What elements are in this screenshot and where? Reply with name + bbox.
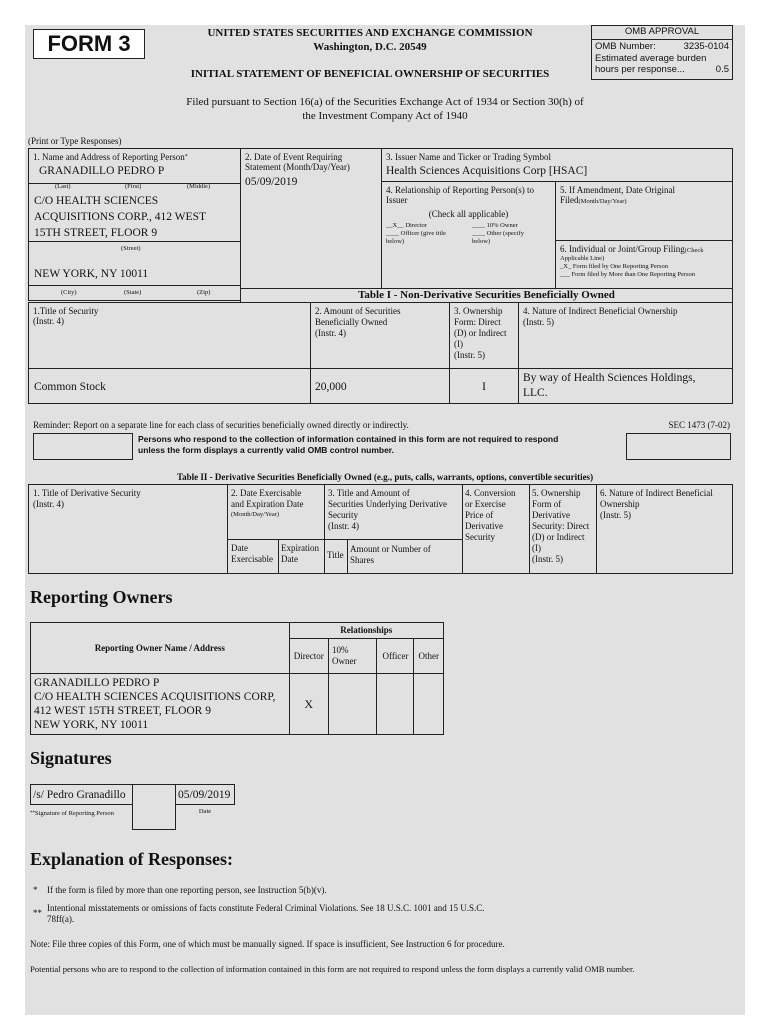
signature-date-box bbox=[175, 784, 235, 805]
t1-col3-line1: 3. Ownership bbox=[454, 306, 503, 316]
t2-col2-line3: (Month/Day/Year) bbox=[231, 511, 280, 518]
reminder-left-box bbox=[33, 433, 133, 460]
box1-street-line1: C/O HEALTH SCIENCES bbox=[34, 195, 159, 207]
t2-col4-line1: 4. Conversion bbox=[465, 488, 516, 498]
t2-sub-exercisable: Exercisable bbox=[231, 554, 273, 564]
note1-marker: * bbox=[33, 885, 38, 895]
signature-marker: ** bbox=[30, 811, 35, 816]
box2-value: 05/09/2019 bbox=[245, 176, 298, 188]
note2-marker: ** bbox=[33, 908, 42, 918]
ro-row-name bbox=[31, 674, 290, 735]
t2-col4-line5: Security bbox=[465, 532, 495, 542]
omb-number-label: OMB Number: bbox=[595, 41, 656, 52]
t1-col1-line1: 1.Title of Security bbox=[33, 306, 99, 316]
note2-line2: 78ff(a). bbox=[47, 914, 75, 924]
t2-col3-line4: (Instr. 4) bbox=[328, 521, 359, 531]
box1-city: (City) bbox=[61, 289, 77, 296]
t2-col5-line7: (Instr. 5) bbox=[532, 554, 563, 564]
ro-col-other: Other bbox=[414, 639, 444, 674]
ro-ten-pct-line2: Owner bbox=[331, 656, 357, 666]
note1-text: If the form is filed by more than one reporting person, see Instruction 5(b)(v). bbox=[47, 885, 327, 895]
table1-col4-header bbox=[518, 302, 733, 369]
t2-col2-line2: and Expiration Date bbox=[231, 499, 304, 509]
table2-col3 bbox=[324, 484, 463, 574]
t2-col1-line2: (Instr. 4) bbox=[33, 499, 64, 509]
table2-title: Table II - Derivative Securities Beneficially Owned (e.g., puts, calls, warrants, options, convertible securities) bbox=[176, 472, 594, 482]
ro-row-officer bbox=[377, 674, 414, 735]
t1-col2-line3: (Instr. 4) bbox=[315, 328, 346, 338]
ro-row-other bbox=[414, 674, 444, 735]
t2-col5-line1: 5. Ownership bbox=[532, 488, 581, 498]
table2-col6 bbox=[596, 484, 733, 574]
t2-col6-line1: 6. Nature of Indirect Beneficial bbox=[600, 488, 713, 498]
explanation-heading: Explanation of Responses: bbox=[30, 849, 234, 869]
t1-col2-line1: 2. Amount of Securities bbox=[315, 306, 401, 316]
t2-col1-line1: 1. Title of Derivative Security bbox=[33, 488, 141, 498]
table2-col1 bbox=[28, 484, 228, 574]
form-page bbox=[25, 25, 745, 1015]
t2-col5-line3: Derivative bbox=[532, 510, 570, 520]
box1-label: 1. Name and Address of Reporting Person bbox=[33, 152, 185, 162]
t2-col6-line2: Ownership bbox=[600, 499, 640, 509]
t2-col5-line4: Security: Direct bbox=[532, 521, 590, 531]
t2-col3-line2: Securities Underlying Derivative bbox=[328, 499, 447, 509]
t2-sub-title: Title bbox=[327, 550, 344, 560]
box3-issuer bbox=[381, 148, 733, 182]
box4-label-line1: 4. Relationship of Reporting Person(s) to bbox=[386, 185, 534, 195]
box4-other: ____ Other (specify bbox=[472, 230, 524, 237]
table1-col3-header bbox=[449, 302, 519, 369]
ro-row-director: X bbox=[289, 674, 328, 735]
box4-label-line2: Issuer bbox=[386, 195, 408, 205]
t2-sub-date2: Date bbox=[281, 554, 298, 564]
ro-row-ten-pct bbox=[328, 674, 376, 735]
box6-check: (Check bbox=[684, 247, 704, 254]
sec-number: SEC 1473 (7-02) bbox=[668, 420, 730, 430]
box3-label: 3. Issuer Name and Ticker or Trading Symbol bbox=[386, 152, 551, 162]
signature-date-label: Date bbox=[198, 808, 212, 815]
t2-col3-line3: Security bbox=[328, 510, 358, 520]
signature-name-box bbox=[30, 784, 133, 805]
t2-col4-line3: Price of bbox=[465, 510, 494, 520]
signatures-heading: Signatures bbox=[30, 748, 112, 768]
box6-opt1: _X_ Form filed by One Reporting Person bbox=[560, 263, 668, 270]
box5-label-line1: 5. If Amendment, Date Original bbox=[560, 185, 675, 195]
form-label: FORM 3 bbox=[33, 29, 145, 59]
box4-check-note: (Check all applicable) bbox=[428, 209, 509, 219]
t2-sub-amount-line1: Amount or Number of bbox=[350, 544, 431, 554]
form-title: INITIAL STATEMENT OF BENEFICIAL OWNERSHIP OF SECURITIES bbox=[190, 68, 550, 80]
t1-col1-line2: (Instr. 4) bbox=[33, 316, 64, 326]
t2-col5-line6: (I) bbox=[532, 543, 541, 553]
filed-pursuant-line1: Filed pursuant to Section 16(a) of the Securities Exchange Act of 1934 or Section 30(h) of bbox=[186, 96, 584, 108]
box1-name: GRANADILLO PEDRO P bbox=[39, 165, 165, 177]
box6-filing bbox=[555, 240, 733, 289]
reporting-owners-heading: Reporting Owners bbox=[30, 587, 173, 607]
t2-col3-line1: 3. Title and Amount of bbox=[328, 488, 410, 498]
agency-name: UNITED STATES SECURITIES AND EXCHANGE COMMISSION bbox=[207, 27, 533, 39]
ro-row-line2: C/O HEALTH SCIENCES ACQUISITIONS CORP, bbox=[34, 691, 276, 703]
box1-reporting-person: 1. Name and Address of Reporting Person* GRANADILLO PEDRO P (Last) (First) (Middle) C/O HEALTH SCIENCES ACQUISITIONS CORP., 412 WEST 15TH STREET, FLOOR 9 (Street) NEW YORK, NY 10011 (City) (State) (Zip) bbox=[28, 148, 241, 301]
box5-label-line2: Filed bbox=[560, 195, 579, 205]
ro-col-ten-pct bbox=[328, 639, 376, 674]
box1-street-line3: 15TH STREET, FLOOR 9 bbox=[34, 227, 158, 239]
box1-street-line2: ACQUISITIONS CORP., 412 WEST bbox=[34, 211, 206, 223]
t1-row-form: I bbox=[482, 381, 486, 393]
t2-col2-line1: 2. Date Exercisable bbox=[231, 488, 302, 498]
note4-text: Potential persons who are to respond to the collection of information contained in this form are not required to respond unless the form displays a currently valid OMB number. bbox=[30, 964, 635, 974]
t1-row-nature-line2: LLC. bbox=[523, 387, 548, 399]
box1-middle: (Middle) bbox=[187, 183, 211, 190]
table2-col2 bbox=[227, 484, 325, 574]
box3-value: Health Sciences Acquisitions Corp [HSAC] bbox=[386, 165, 588, 177]
t2-sub-date: Date bbox=[231, 543, 248, 553]
box4-officer-below: below) bbox=[386, 238, 405, 245]
reporting-owners-table bbox=[30, 622, 444, 735]
box5-label-small: (Month/Day/Year) bbox=[578, 198, 627, 205]
table1-row-form bbox=[449, 368, 519, 404]
signature-name: /s/ Pedro Granadillo bbox=[33, 789, 126, 801]
t1-row-amount: 20,000 bbox=[315, 381, 347, 393]
ro-col-officer: Officer bbox=[377, 639, 414, 674]
table2-col5 bbox=[529, 484, 597, 574]
t2-col4-line4: Derivative bbox=[465, 521, 503, 531]
ro-row-line3: 412 WEST 15TH STREET, FLOOR 9 bbox=[34, 705, 211, 717]
table1-row-security bbox=[28, 368, 311, 404]
filed-pursuant-line2: the Investment Company Act of 1940 bbox=[302, 110, 468, 122]
omb-number-value: 3235-0104 bbox=[683, 41, 729, 52]
t1-col4-line1: 4. Nature of Indirect Beneficial Ownership bbox=[523, 306, 678, 316]
note3-text: Note: File three copies of this Form, one of which must be manually signed. If space is insufficient, See Instruction 6 for procedure. bbox=[30, 939, 505, 949]
box1-first: (First) bbox=[125, 183, 142, 190]
signature-label: Signature of Reporting Person bbox=[35, 810, 114, 817]
box1-street-label: (Street) bbox=[121, 245, 141, 252]
box2-label-line1: 2. Date of Event Requiring bbox=[245, 152, 343, 162]
table1-row-nature bbox=[518, 368, 733, 404]
agency-location: Washington, D.C. 20549 bbox=[313, 41, 427, 53]
t2-sub-expiration: Expiration bbox=[281, 543, 319, 553]
table2-col4 bbox=[462, 484, 530, 574]
box2-label-line2: Statement (Month/Day/Year) bbox=[245, 162, 350, 172]
signature-spacer-box bbox=[132, 784, 176, 830]
table1-col2-header bbox=[310, 302, 450, 369]
box4-other-below: below) bbox=[472, 238, 491, 245]
t2-col5-line5: (D) or Indirect bbox=[532, 532, 585, 542]
box6-applicable: Applicable Line) bbox=[560, 255, 605, 262]
t1-col3-line5: (Instr. 5) bbox=[454, 350, 485, 360]
reminder-right-box bbox=[626, 433, 731, 460]
omb-hours-label: hours per response... bbox=[595, 64, 685, 75]
ro-relationships: Relationships bbox=[289, 623, 443, 639]
signature-date: 05/09/2019 bbox=[178, 789, 231, 801]
table1-row-amount bbox=[310, 368, 450, 404]
t2-col4-line2: or Exercise bbox=[465, 499, 506, 509]
box4-officer: ____ Officer (give title bbox=[386, 230, 446, 237]
t1-col3-line2: Form: Direct bbox=[454, 317, 501, 327]
t2-col5-line2: Form of bbox=[532, 499, 562, 509]
t1-row-nature-line1: By way of Health Sciences Holdings, bbox=[523, 372, 696, 384]
ro-col-director: Director bbox=[289, 639, 328, 674]
box1-city-state-zip: NEW YORK, NY 10011 bbox=[34, 268, 149, 280]
box1-zip: (Zip) bbox=[197, 289, 211, 296]
box6-label: 6. Individual or Joint/Group Filing bbox=[560, 244, 685, 254]
note2-line1: Intentional misstatements or omissions of facts constitute Federal Criminal Violations. See 18 U.S.C. 1001 and 15 U.S.C. bbox=[47, 903, 485, 913]
box1-state: (State) bbox=[124, 289, 142, 296]
box1-last: (Last) bbox=[55, 183, 71, 190]
omb-title: OMB APPROVAL bbox=[592, 26, 732, 40]
box6-opt2: ___ Form filed by More than One Reporting Person bbox=[560, 271, 696, 278]
t2-sub-amount-line2: Shares bbox=[350, 555, 374, 565]
box4-ten-pct: ____ 10% Owner bbox=[472, 222, 518, 229]
persons-line2: unless the form displays a currently valid OMB control number. bbox=[138, 445, 395, 455]
omb-burden-label: Estimated average burden bbox=[595, 52, 707, 64]
table1-col1-header bbox=[28, 302, 311, 369]
ro-col-name: Reporting Owner Name / Address bbox=[31, 623, 290, 674]
t1-col3-line4: (I) bbox=[454, 339, 463, 349]
box4-relationship bbox=[381, 181, 556, 289]
box5-amendment bbox=[555, 181, 733, 241]
omb-approval-box bbox=[591, 25, 733, 80]
ro-ten-pct-line1: 10% bbox=[331, 645, 349, 655]
t1-col4-line2: (Instr. 5) bbox=[523, 317, 554, 327]
reminder-text: Reminder: Report on a separate line for each class of securities beneficially owned directly or indirectly. bbox=[33, 420, 409, 430]
omb-hours-value: 0.5 bbox=[715, 64, 729, 75]
t1-row-security: Common Stock bbox=[34, 381, 106, 393]
t1-col3-line3: (D) or Indirect bbox=[454, 328, 507, 338]
t1-col2-line2: Beneficially Owned bbox=[315, 317, 388, 327]
persons-line1: Persons who respond to the collection of information contained in this form are not required to respond bbox=[138, 434, 559, 444]
box2-event-date bbox=[240, 148, 382, 289]
print-note: (Print or Type Responses) bbox=[28, 136, 122, 146]
ro-row-line4: NEW YORK, NY 10011 bbox=[34, 719, 149, 731]
ro-row-line1: GRANADILLO PEDRO P bbox=[34, 677, 160, 689]
t2-col6-line3: (Instr. 5) bbox=[600, 510, 631, 520]
box4-director: __X__ Director bbox=[386, 222, 427, 229]
table1-title-bar: Table I - Non-Derivative Securities Beneficially Owned bbox=[240, 288, 733, 303]
